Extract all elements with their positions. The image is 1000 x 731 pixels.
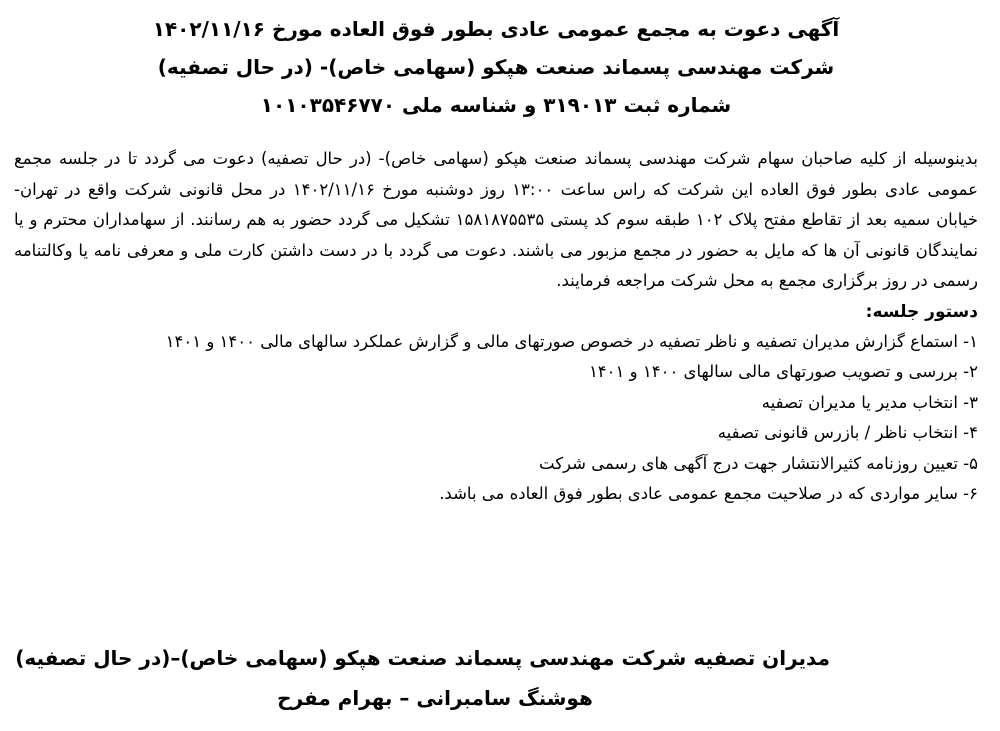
invitation-paragraph: بدینوسیله از کلیه صاحبان سهام شرکت مهندسی پسماند صنعت هپکو (سهامی خاص)- (در حال تصفیه) دعوت می گردد تا در جلسه مجمع عمومی عادی بطور فوق العاده این شرکت که راس ساعت ۱۳:۰۰ روز دوشنبه مورخ ۱۴۰۲/۱۱/۱۶ در محل قانونی شرکت واقع در تهران- خیابان سمیه بعد از تقاطع مفتح پلاک ۱۰۲ طبقه سوم کد پستی ۱۵۸۱۸۷۵۵۳۵ تشکیل می گردد حضور به هم رسانند. از سهامداران محترم و یا نمایندگان قانونی آن ها که مایل به حضور در مجمع مزبور می باشند. دعوت می گردد با در دست داشتن کارت ملی و معرفی نامه یا وکالتنامه رسمی در روز برگزاری مجمع به محل شرکت مراجعه فرمایند. [14, 149, 979, 290]
registration-info: شماره ثبت ۳۱۹۰۱۳ و شناسه ملی ۱۰۱۰۳۵۴۶۷۷۰ [260, 93, 732, 117]
agenda-item: ۶- سایر مواردی که در صلاحیت مجمع عمومی عادی بطور فوق العاده می باشد. [439, 484, 978, 503]
agenda-title: دستور جلسه: [865, 301, 978, 322]
announcement-header [14, 10, 978, 124]
company-name: شرکت مهندسی پسماند صنعت هپکو (سهامی خاص)- (در حال تصفیه) [157, 55, 835, 79]
agenda-list [14, 327, 978, 510]
signature-title: مدیران تصفیه شرکت مهندسی پسماند صنعت هپکو (سهامی خاص)–(در حال تصفیه) [15, 646, 830, 670]
announcement-title: آگهی دعوت به مجمع عمومی عادی بطور فوق العاده مورخ ۱۴۰۲/۱۱/۱۶ [152, 17, 840, 41]
signature-names: هوشنگ سامبرانی – بهرام مفرح [277, 686, 593, 710]
agenda-item: ۳- انتخاب مدیر یا مدیران تصفیه [761, 392, 978, 412]
signature-block [15, 638, 830, 718]
agenda-item: ۲- بررسی و تصویب صورتهای مالی سالهای ۱۴۰۰ و ۱۴۰۱ [588, 362, 978, 381]
agenda-item: ۱- استماع گزارش مدیران تصفیه و ناظر تصفیه در خصوص صورتهای مالی و گزارش عملکرد سالهای مالی ۱۴۰۰ و ۱۴۰۱ [165, 331, 978, 351]
agenda-item: ۵- تعیین روزنامه کثیرالانتشار جهت درج آگهی های رسمی شرکت [539, 453, 978, 473]
agenda-item: ۴- انتخاب ناظر / بازرس قانونی تصفیه [717, 423, 978, 442]
